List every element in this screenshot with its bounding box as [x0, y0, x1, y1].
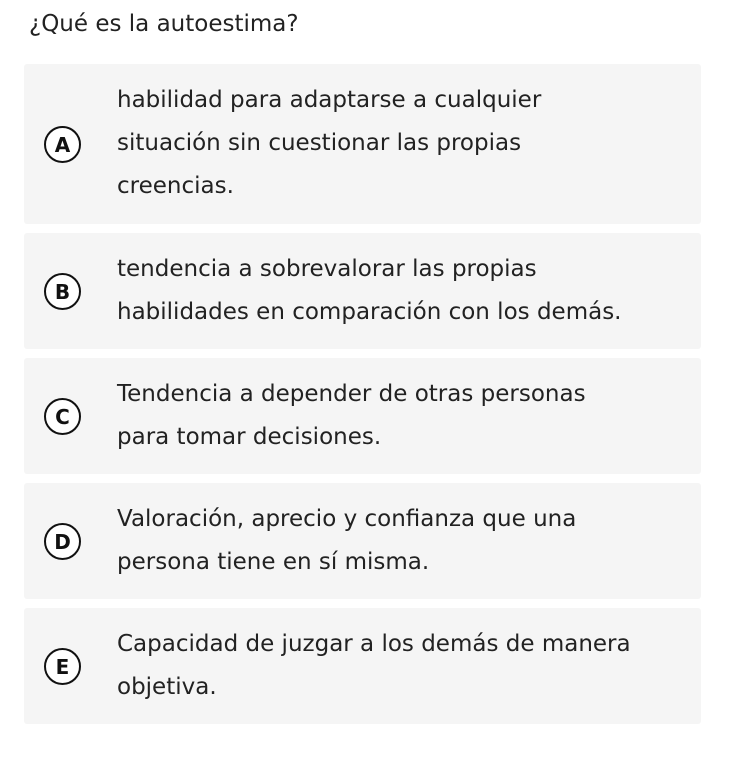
option-text-line: habilidad para adaptarse a cualquier — [117, 87, 542, 113]
option-letter-badge: B — [44, 273, 81, 310]
option-text — [117, 79, 679, 208]
option-text-line: persona tiene en sí misma. — [117, 549, 430, 575]
option-text-line: situación sin cuestionar las propias — [117, 130, 522, 156]
answer-options-list — [24, 64, 701, 733]
option-a[interactable] — [24, 64, 701, 224]
option-text — [117, 248, 679, 334]
option-letter-badge: E — [44, 648, 81, 685]
option-text-line: tendencia a sobrevalorar las propias — [117, 256, 537, 282]
option-text-line: Capacidad de juzgar a los demás de manera — [117, 631, 631, 657]
question-title: ¿Qué es la autoestima? — [29, 11, 299, 37]
option-letter-badge: D — [44, 523, 81, 560]
option-c[interactable] — [24, 358, 701, 474]
option-text-line: habilidades en comparación con los demás. — [117, 299, 622, 325]
option-letter-badge: C — [44, 398, 81, 435]
option-d[interactable] — [24, 483, 701, 599]
option-text-line: Tendencia a depender de otras personas — [117, 381, 586, 407]
option-text — [117, 373, 679, 459]
option-text-line: objetiva. — [117, 674, 217, 700]
option-e[interactable] — [24, 608, 701, 724]
option-text — [117, 623, 679, 709]
option-letter-badge: A — [44, 126, 81, 163]
option-text-line: para tomar decisiones. — [117, 424, 382, 450]
option-text-line: creencias. — [117, 173, 234, 199]
option-text-line: Valoración, aprecio y confianza que una — [117, 506, 577, 532]
option-text — [117, 498, 679, 584]
option-b[interactable] — [24, 233, 701, 349]
